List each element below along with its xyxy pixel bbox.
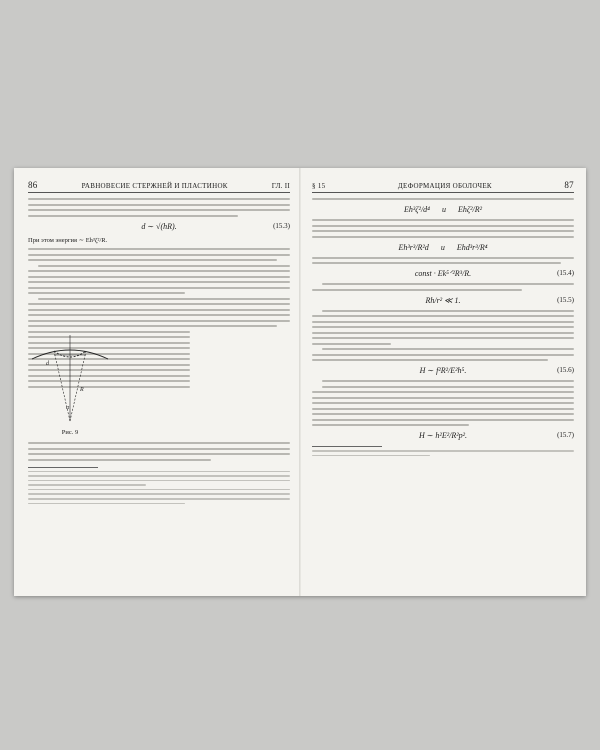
equation-15-5-formula: Rh/r² ≪ 1. [425, 295, 461, 305]
right-body [312, 198, 574, 440]
figure-9 [28, 333, 112, 437]
equation-15-5 [312, 296, 574, 305]
left-running-title: РАВНОВЕСИЕ СТЕРЖНЕЙ И ПЛАСТИНОК [81, 182, 228, 190]
equation-15-4-number: (15.4) [557, 269, 574, 277]
book-spread [14, 168, 586, 596]
shell-buckling-diagram [28, 333, 112, 425]
equation-15-6-formula: H ∼ f²R²/E²h⁵. [419, 366, 467, 375]
formula-b: Ehζ²/R² [457, 205, 482, 214]
left-page-header [28, 180, 290, 193]
left-body [28, 198, 290, 461]
figure-label-d: d [46, 360, 49, 367]
left-chapter-label: ГЛ. II [271, 182, 290, 190]
figure-label-alpha: α [66, 404, 70, 411]
equation-15-7-formula: H ∼ h²E²/R²p². [418, 431, 468, 440]
left-footnotes [28, 471, 290, 505]
equation-15-5-number: (15.5) [557, 295, 574, 304]
equation-15-3 [28, 222, 290, 231]
equation-15-6 [312, 366, 574, 375]
energy-line: При этом энергия ∼ Eh³ζ²/R. [28, 236, 108, 244]
figure-9-caption: Рис. 9 [61, 428, 79, 436]
equation-15-4 [312, 269, 574, 278]
equation-15-3-formula: d ∼ √(hR). [141, 221, 177, 231]
equation-15-3-number: (15.3) [273, 221, 290, 230]
left-page [28, 180, 290, 586]
right-page [312, 180, 574, 586]
right-section-label: § 15 [312, 182, 326, 190]
right-page-header [312, 180, 574, 193]
right-footnotes [312, 450, 574, 456]
right-running-title: ДЕФОРМАЦИЯ ОБОЛОЧЕК [397, 182, 492, 190]
formula-pair-2: Eh³r³/R²d и Ehd³r³/R⁴ [398, 242, 488, 252]
formula-d: Ehd³r³/R⁴ [456, 242, 488, 252]
equation-15-7 [312, 431, 574, 440]
figure-label-r: R [80, 386, 84, 393]
left-page-number: 86 [28, 180, 38, 190]
equation-15-7-number: (15.7) [557, 431, 574, 439]
formula-c: Eh³r³/R²d [398, 242, 429, 252]
book-gutter [299, 168, 301, 596]
equation-15-4-formula: const · Ek⁵ᐟ²R³/R. [414, 269, 472, 278]
formula-a: Eh³ζ²/d⁴ [404, 205, 430, 214]
formula-pair-1: Eh³ζ²/d⁴ и Ehζ²/R² [404, 205, 482, 214]
right-page-number: 87 [564, 180, 574, 190]
equation-15-6-number: (15.6) [557, 366, 574, 374]
